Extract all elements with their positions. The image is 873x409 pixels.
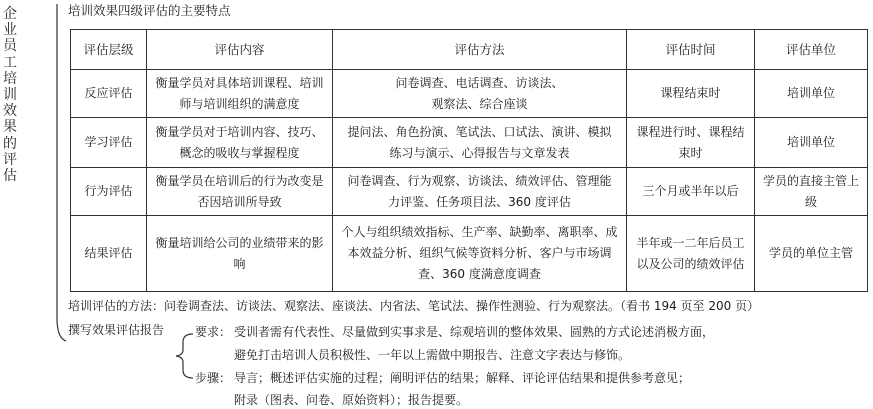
cell-unit: 培训单位 xyxy=(755,118,868,168)
cell-method: 问卷调查、行为观察、访谈法、绩效评估、管理能力评鉴、任务项目法、360 度评估 xyxy=(333,168,627,216)
cell-level: 结果评估 xyxy=(71,216,147,292)
header-method: 评估方法 xyxy=(333,30,627,70)
table-row xyxy=(71,70,868,118)
cell-time: 课程结束时 xyxy=(627,70,755,118)
requirement-line-1: 受训者需有代表性、尽量做到实事求是、综观培训的整体效果、圆熟的方式论述消极方面， xyxy=(234,325,715,339)
steps-line-2: 附录（图表、问卷、原始资料）；报告提要。 xyxy=(234,393,469,407)
requirement-label: 要求： xyxy=(195,325,232,339)
header-time: 评估时间 xyxy=(627,30,755,70)
cell-method: 问卷调查、电话调查、访谈法、观察法、综合座谈 xyxy=(333,70,627,118)
cell-level: 行为评估 xyxy=(71,168,147,216)
section-vertical-title: 企业员工培训效果的评估 xyxy=(3,6,17,185)
table-caption: 培训效果四级评估的主要特点 xyxy=(68,3,231,18)
steps-line-1: 导言；概述评估实施的过程；阐明评估的结果；解释、评论评估结果和提供参考意见； xyxy=(234,371,691,385)
cell-content: 衡量培训给公司的业绩带来的影响 xyxy=(147,216,333,292)
cell-time: 课程进行时、课程结束时 xyxy=(627,118,755,168)
cell-method: 个人与组织绩效指标、生产率、缺勤率、离职率、成本效益分析、组织气候等资料分析、客户与市场调查、360 度满意度调查 xyxy=(333,216,627,292)
cell-time: 三个月或半年以后 xyxy=(627,168,755,216)
cell-content: 衡量学员对具体培训课程、培训师与培训组织的满意度 xyxy=(147,70,333,118)
header-level: 评估层级 xyxy=(71,30,147,70)
cell-unit: 学员的单位主管 xyxy=(755,216,868,292)
requirement-line-2: 避免打击培训人员积极性、一年以上需做中期报告、注意文字表达与修饰。 xyxy=(234,348,631,362)
main-section-bracket xyxy=(57,4,66,341)
cell-content: 衡量学员对于培训内容、技巧、概念的吸收与掌握程度 xyxy=(147,118,333,168)
cell-method: 提问法、角色扮演、笔试法、口试法、演讲、模拟练习与演示、心得报告与文章发表 xyxy=(333,118,627,168)
cell-content: 衡量学员在培训后的行为改变是否因培训所导致 xyxy=(147,168,333,216)
report-title: 撰写效果评估报告 xyxy=(68,323,165,337)
cell-unit: 培训单位 xyxy=(755,70,868,118)
steps-label: 步骤： xyxy=(195,371,232,385)
cell-level: 学习评估 xyxy=(71,118,147,168)
header-unit: 评估单位 xyxy=(755,30,868,70)
table-row xyxy=(71,118,868,168)
report-brace xyxy=(176,334,193,378)
cell-time: 半年或一二年后员工以及公司的绩效评估 xyxy=(627,216,755,292)
cell-level: 反应评估 xyxy=(71,70,147,118)
evaluation-methods-line: 培训评估的方法：问卷调查法、访谈法、观察法、座谈法、内省法、笔试法、操作性测验、行为观察法。（看书 194 页至 200 页） xyxy=(68,299,760,313)
table-row xyxy=(71,168,868,216)
cell-unit: 学员的直接主管上级 xyxy=(755,168,868,216)
evaluation-levels-table xyxy=(70,29,868,292)
table-row xyxy=(71,216,868,292)
header-content: 评估内容 xyxy=(147,30,333,70)
table-header-row xyxy=(71,30,868,70)
